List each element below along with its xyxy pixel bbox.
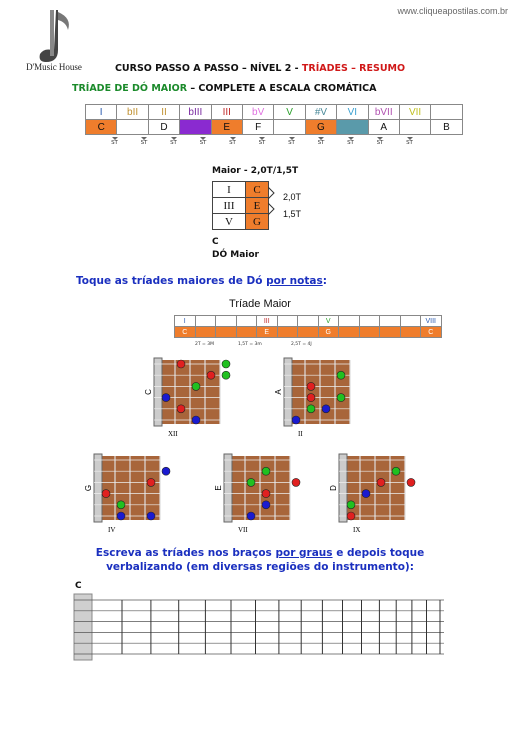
note-dot [147, 512, 155, 520]
maior-note: G [246, 214, 269, 230]
small-degree-cell [216, 316, 237, 327]
note-cell [399, 120, 430, 135]
st-label: ST [376, 140, 384, 146]
triade-maior-title: Tríade Maior [229, 298, 291, 310]
st-label: ST [170, 140, 177, 146]
chord-position-label: VII [238, 526, 248, 534]
note-dot [117, 501, 125, 509]
section-subtitle [72, 83, 377, 94]
maior-note: E [246, 198, 269, 214]
maior-caption-chord: C [212, 237, 219, 247]
note-dot [222, 371, 230, 379]
escreva-part3: e depois toque [332, 547, 425, 559]
toque-part3: : [322, 275, 327, 287]
st-label: ST [140, 140, 148, 146]
maior-degree: I [213, 182, 246, 198]
st-label: ST [199, 140, 207, 146]
small-degree-cell [298, 316, 319, 327]
note-dot [307, 382, 315, 390]
st-label: ST [229, 140, 236, 146]
note-dot [337, 394, 345, 402]
toque-part2: por notas [266, 275, 323, 287]
chord-diagram [329, 454, 415, 534]
note-dot [117, 512, 125, 520]
small-degree-cell: V [318, 316, 339, 327]
note-dot [222, 360, 230, 368]
note-cell [180, 120, 211, 135]
toque-heading [76, 275, 327, 287]
note-dot [162, 394, 170, 402]
small-note-cell [236, 327, 257, 338]
note-dot [102, 490, 110, 498]
note-dot [307, 405, 315, 413]
note-dot [247, 478, 255, 486]
maior-caption-name: DÓ Maior [212, 250, 259, 260]
small-note-cell [298, 327, 319, 338]
fretboard-chord-label: C [75, 581, 82, 591]
chord-diagram [214, 454, 300, 534]
page-title [0, 63, 520, 74]
note-cell: D [148, 120, 179, 135]
note-cell: G [305, 120, 336, 135]
chord-note-label: E [214, 485, 223, 491]
degree-cell: III [211, 105, 242, 120]
small-note-cell [380, 327, 401, 338]
note-cell: E [211, 120, 242, 135]
degree-cell: bV [242, 105, 273, 120]
chord-diagram [274, 358, 350, 438]
st-label: ST [347, 140, 354, 146]
escreva-part1: Escreva as tríades nos braços [95, 547, 276, 559]
nut [339, 454, 347, 522]
nut [224, 454, 232, 522]
st-label: ST [258, 140, 266, 146]
nut [94, 454, 102, 522]
maior-title: Maior - 2,0T/1,5T [212, 166, 299, 176]
small-note-cell [400, 327, 421, 338]
small-note-cell: G [318, 327, 339, 338]
chord-position-label: IX [353, 526, 361, 534]
degree-cell: II [148, 105, 179, 120]
note-dot [337, 371, 345, 379]
chord-note-label: C [144, 389, 153, 395]
interval-label: 2,5T = 4J [291, 342, 312, 347]
maior-row [213, 182, 269, 198]
small-degree-cell [339, 316, 360, 327]
degree-cell: bVII [368, 105, 399, 120]
escreva-heading [0, 546, 520, 574]
chromatic-scale-table [85, 104, 463, 135]
chord-note-label: A [274, 389, 283, 395]
note-dot [322, 405, 330, 413]
st-label: ST [406, 140, 413, 146]
subtitle-part2: – COMPLETE A ESCALA CROMÁTICA [187, 83, 377, 94]
chord-position-label: II [298, 430, 303, 438]
note-dot [207, 371, 215, 379]
small-note-row [175, 327, 442, 338]
maior-degree: V [213, 214, 246, 230]
small-degree-cell [400, 316, 421, 327]
small-note-cell [195, 327, 216, 338]
degree-cell: V [274, 105, 305, 120]
degree-cell: VII [399, 105, 430, 120]
small-degree-cell [277, 316, 298, 327]
small-degree-cell: VIII [421, 316, 442, 327]
note-cell [337, 120, 368, 135]
note-dot [262, 490, 270, 498]
chord-position-label: XII [168, 430, 178, 438]
headstock [74, 594, 92, 660]
degree-cell: #V [305, 105, 336, 120]
chord-diagram [84, 454, 170, 534]
note-dot [377, 478, 385, 486]
note-dot [362, 490, 370, 498]
small-note-cell: E [257, 327, 278, 338]
fretboard-blank [72, 592, 452, 666]
note-cell: A [368, 120, 399, 135]
note-dot [392, 467, 400, 475]
small-note-cell: C [421, 327, 442, 338]
maior-row [213, 198, 269, 214]
note-dot [147, 478, 155, 486]
degree-cell: VI [337, 105, 368, 120]
degree-cell: I [86, 105, 117, 120]
chord-diagram [144, 358, 230, 438]
st-label: ST [317, 140, 325, 146]
note-dot [247, 512, 255, 520]
nut [154, 358, 162, 426]
note-dot [192, 416, 200, 424]
small-degree-cell [195, 316, 216, 327]
st-label: ST [111, 140, 118, 146]
degree-cell: bIII [180, 105, 211, 120]
toque-part1: Toque as tríades maiores de Dó [76, 275, 267, 287]
escreva-part2: por graus [275, 547, 333, 559]
escreva-line2: verbalizando (em diversas regiões do instrumento): [106, 561, 414, 573]
st-label: ST [288, 140, 295, 146]
maior-note: C [246, 182, 269, 198]
note-dot [177, 405, 185, 413]
small-note-cell [216, 327, 237, 338]
small-degree-row [175, 316, 442, 327]
small-degree-cell [236, 316, 257, 327]
small-degree-cell [359, 316, 380, 327]
note-dot [177, 360, 185, 368]
chord-diagrams [0, 350, 520, 540]
note-cell [117, 120, 148, 135]
interval-label: 1,5T [283, 209, 302, 219]
degree-row [86, 105, 463, 120]
logo-text: D'Music House [26, 62, 82, 72]
note-dot [162, 467, 170, 475]
small-note-cell [277, 327, 298, 338]
triade-maior-table [174, 315, 442, 338]
small-degree-cell: I [175, 316, 196, 327]
chord-position-label: IV [108, 526, 116, 534]
note-cell: F [242, 120, 273, 135]
degree-cell: bII [117, 105, 148, 120]
maior-row [213, 214, 269, 230]
maior-triad-table [212, 181, 269, 230]
chord-note-label: D [329, 485, 338, 491]
interval-label: 2,0T [283, 192, 302, 202]
note-dot [262, 501, 270, 509]
chord-note-label: G [84, 484, 93, 492]
note-dot [292, 416, 300, 424]
small-note-cell: C [175, 327, 196, 338]
degree-cell [431, 105, 462, 120]
nut [284, 358, 292, 426]
note-dot [192, 382, 200, 390]
note-dot [407, 478, 415, 486]
note-dot [307, 394, 315, 402]
note-cell [274, 120, 305, 135]
small-degree-cell: III [257, 316, 278, 327]
small-degree-cell [380, 316, 401, 327]
semitone-row [85, 137, 439, 149]
interval-label: 1,5T = 3m [238, 342, 262, 347]
note-row [86, 120, 463, 135]
small-note-cell [339, 327, 360, 338]
title-part2: TRÍADES – RESUMO [301, 63, 406, 74]
interval-label: 2T = 3M [195, 342, 214, 347]
interval-arrows-icon [268, 185, 282, 225]
title-part1: CURSO PASSO A PASSO – NÍVEL 2 - [114, 63, 302, 74]
note-dot [292, 478, 300, 486]
source-url[interactable]: www.cliqueapostilas.com.br [397, 6, 508, 16]
small-note-cell [359, 327, 380, 338]
note-dot [347, 512, 355, 520]
note-cell: C [86, 120, 117, 135]
subtitle-part1: TRÍADE DE DÓ MAIOR [72, 83, 188, 94]
note-cell: B [431, 120, 462, 135]
note-dot [347, 501, 355, 509]
escreva-line1 [0, 546, 520, 560]
maior-degree: III [213, 198, 246, 214]
note-dot [262, 467, 270, 475]
